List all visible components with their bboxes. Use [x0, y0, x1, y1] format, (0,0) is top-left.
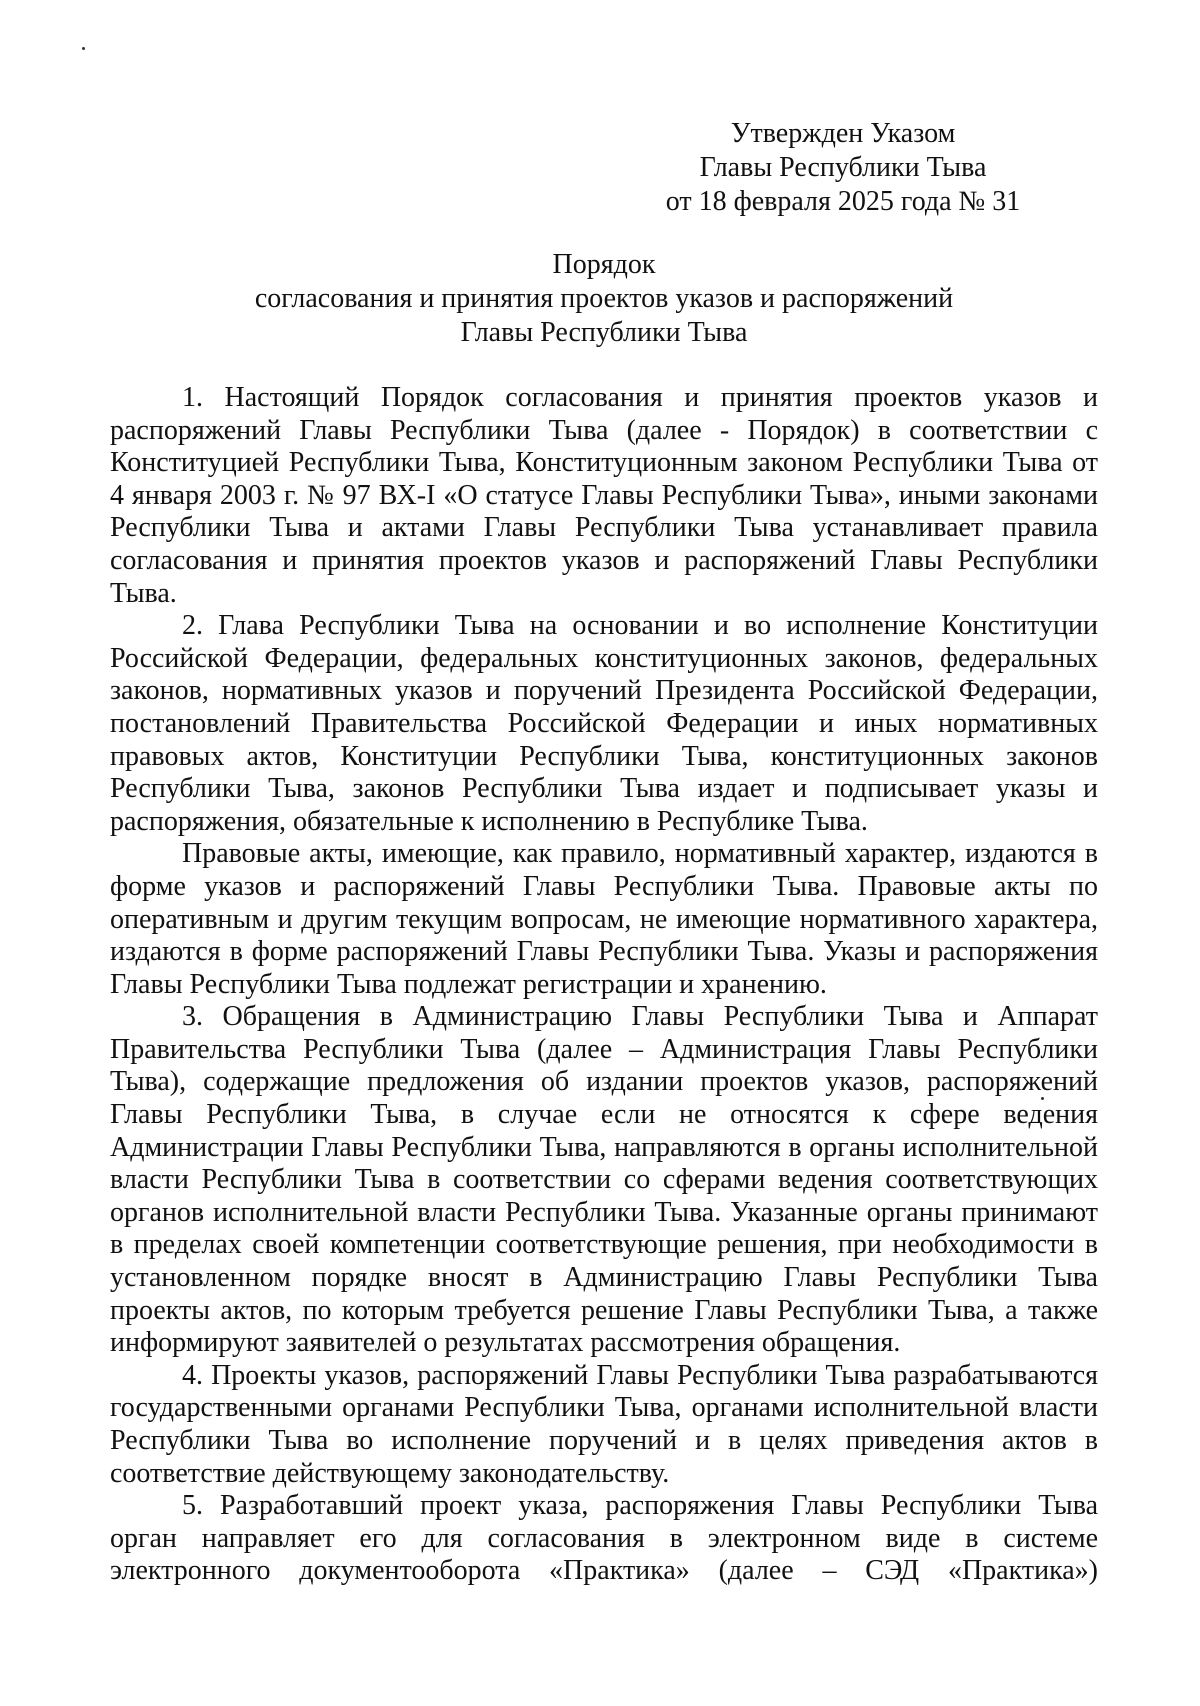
paragraph-5: 5. Разработавший проект указа, распоряжения Главы Республики Тыва орган направляет его для согласования в электронном виде в системе электронного документооборота «Практика» (далее – СЭД «Практика»): [110, 1490, 1098, 1587]
scan-speck: [82, 47, 85, 50]
document-body: [110, 382, 1098, 1588]
paragraph-3: 3. Обращения в Администрацию Главы Республики Тыва и Аппарат Правительства Республики Тыва (далее – Администрация Главы Республики Тыва), содержащие предложения об издании проектов указов, распоряжений Главы Республики Тыва, в случае если не относятся к сфере ведения Администрации Главы Республики Тыва, направляются в органы исполнительной власти Республики Тыва в соответствии со сферами ведения соответствующих органов исполнительной власти Республики Тыва. Указанные органы принимают в пределах своей компетенции соответствующие решения, при необходимости в установленном порядке вносят в Администрацию Главы Республики Тыва проекты актов, по которым требуется решение Главы Республики Тыва, а также информируют заявителей о результатах рассмотрения обращения.: [110, 1001, 1098, 1359]
approval-line: Главы Республики Тыва: [699, 152, 987, 183]
approval-line: Утвержден Указом: [730, 118, 956, 149]
paragraph-2: 2. Глава Республики Тыва на основании и во исполнение Конституции Российской Федерации, федеральных конституционных законов, федеральных законов, нормативных указов и поручений Президента Российской Федерации, постановлений Правительства Российской Федерации и иных нормативных правовых актов, Конституции Республики Тыва, конституционных законов Республики Тыва, законов Республики Тыва издает и подписывает указы и распоряжения, обязательные к исполнению в Республике Тыва.: [110, 610, 1098, 837]
document-title: [110, 248, 1098, 350]
paragraph-4: 4. Проекты указов, распоряжений Главы Республики Тыва разрабатываются государственными органами Республики Тыва, органами исполнительной власти Республики Тыва во исполнение поручений и в целях приведения актов в соответствие действующему законодательству.: [110, 1359, 1098, 1489]
paragraph-1: 1. Настоящий Порядок согласования и принятия проектов указов и распоряжений Главы Республики Тыва (далее - Порядок) в соответствии с Конституцией Республики Тыва, Конституционным законом Республики Тыва от 4 января 2003 г. № 97 ВХ-I «О статусе Главы Республики Тыва», иными законами Республики Тыва и актами Главы Республики Тыва устанавливает правила согласования и принятия проектов указов и распоряжений Главы Республики Тыва.: [110, 382, 1098, 609]
title-line: согласования и принятия проектов указов и распоряжений: [254, 283, 954, 314]
title-line: Главы Республики Тыва: [460, 317, 748, 348]
paragraph-2-continued: Правовые акты, имеющие, как правило, нормативный характер, издаются в форме указов и распоряжений Главы Республики Тыва. Правовые акты по оперативным и другим текущим вопросам, не имеющие нормативного характера, издаются в форме распоряжений Главы Республики Тыва. Указы и распоряжения Главы Республики Тыва подлежат регистрации и хранению.: [110, 838, 1098, 1000]
title-line: Порядок: [552, 249, 656, 280]
approval-date-line: от 18 февраля 2025 года № 31: [665, 186, 1021, 217]
approval-stamp-block: [600, 117, 1086, 219]
